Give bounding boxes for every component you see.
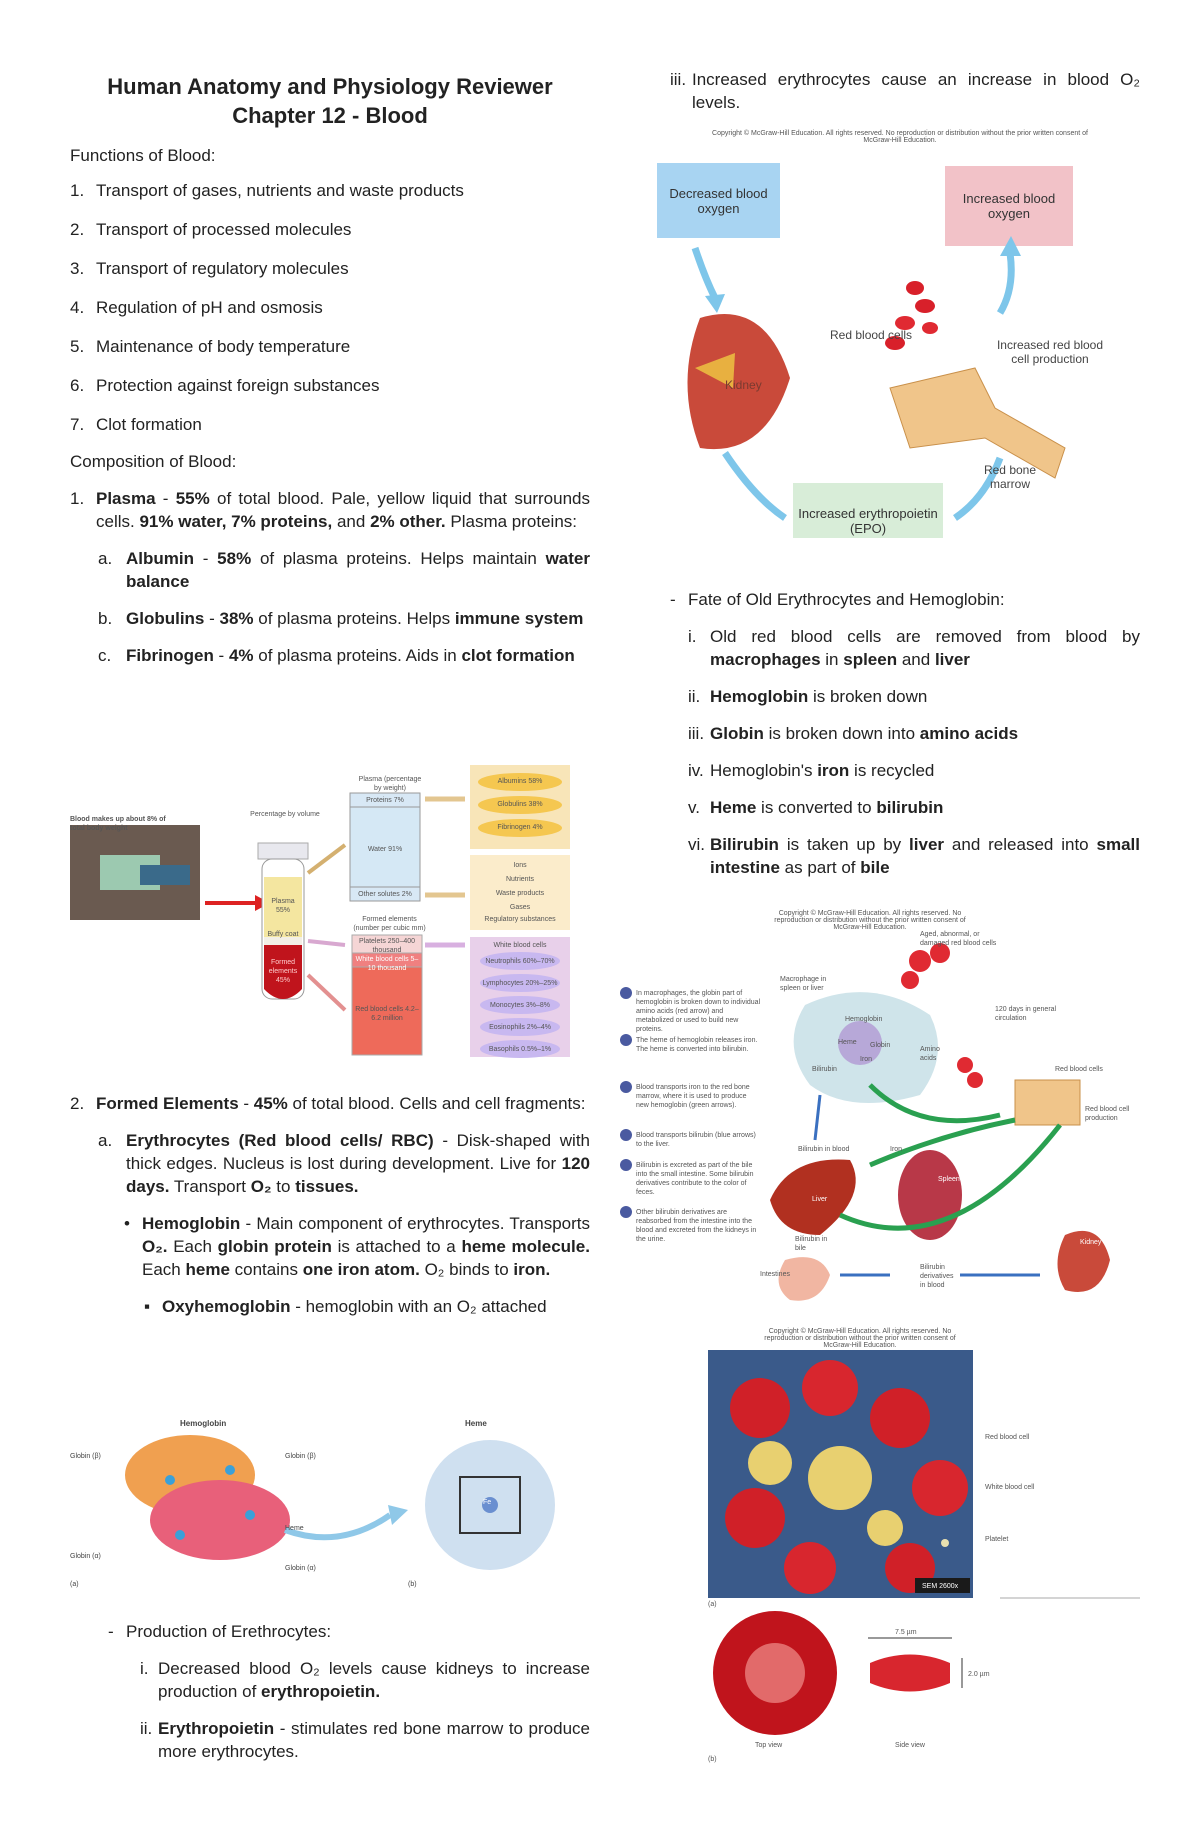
formed-elements-section (70, 1092, 590, 1318)
fate-item-v: v. Heme is converted to bilirubin (688, 798, 944, 817)
list-item: 5. Maintenance of body temperature (70, 337, 351, 356)
list-item: 7. Clot formation (70, 415, 202, 434)
rbc-side-view (870, 1655, 950, 1692)
production-item-ii: ii. Erythropoietin - stimulates red bone marrow to produce more erythrocytes. (140, 1719, 590, 1761)
page-title: Human Anatomy and Physiology Reviewer Chapter 12 - Blood (107, 74, 553, 128)
production-item-i: i. Decreased blood O₂ levels cause kidneys to increase production of erythropoietin. (140, 1659, 590, 1701)
fate-heading: - Fate of Old Erythrocytes and Hemoglobin: (670, 590, 1005, 609)
blood-cells-figure: Copyright © McGraw-Hill Education. All rights reserved. No reproduction or distribution without the prior written consent of McGraw-Hill Education. Red blood cell White blood cell Platelet SEM 2600x (a) 7.5 µm 2.0 µm Top view Side view (b) (708, 1328, 1035, 1763)
bone-marrow-small (1015, 1080, 1080, 1125)
list-item: 6. Protection against foreign substances (70, 376, 380, 395)
plasma-item: 1. Plasma - 55% of total blood. Pale, yellow liquid that surrounds cells. 91% water, 7% proteins, and 2% other. Plasma proteins: (70, 489, 590, 531)
functions-heading: Functions of Blood: (70, 146, 216, 165)
production-heading: - Production of Erethrocytes: (108, 1622, 332, 1641)
blood-composition-figure: Plasma (percentage by weight) Proteins 7% Water 91% Other solutes 2% Percentage by volume Plasma 55% Buffy coat Formed elements 45% Blood makes up about 8% of total body weight Formed elements (number per cubic mm) Platelets 250–400 thousand White blood cells 5–10 thousand Red blood cells 4.2–6.2 million Albumins 58% Globulins 38% Fibrinogen 4% Ions Nutrients Waste products Gases Regulatory substances White blood cells Neutrophils 60%–70% Lymphocytes 20%–25% Monocytes 3%–8% Eosinophils 2%–4% Basophils 0.5%–1% (70, 765, 590, 1075)
left-column (70, 0, 590, 667)
list-item: 1. Transport of gases, nutrients and waste products (70, 181, 464, 200)
fate-item-ii: ii. Hemoglobin is broken down (688, 687, 928, 706)
list-item: 3. Transport of regulatory molecules (70, 259, 349, 278)
list-item: 2. Transport of processed molecules (70, 220, 352, 239)
erythrocytes-item: a. Erythrocytes (Red blood cells/ RBC) - Disk-shaped with thick edges. Nucleus is lost during development. Live for 120 days. Transport O₂ to tissues. (98, 1131, 591, 1196)
composition-heading: Composition of Blood: (70, 452, 237, 471)
hemoglobin-item: • Hemoglobin - Main component of erythrocytes. Transports O₂. Each globin protein is attached to a heme molecule. Each heme contains one iron atom. O₂ binds to iron. (124, 1214, 590, 1279)
epo-cycle-figure: Copyright © McGraw-Hill Education. All rights reserved. No reproduction or distribution without the prior written consent of McGraw-Hill Education. Decreased blood oxygen Increased blood oxygen Increased erythropoietin (EPO) Kidney Red blood cells Increased red blood cell production Red bone marrow (655, 128, 1145, 538)
fate-item-iii: iii. Globin is broken down into amino acids (688, 724, 1019, 743)
globin-alpha-shape (150, 1480, 290, 1560)
formed-elements-item: 2. Formed Elements - 45% of total blood. Cells and cell fragments: (70, 1094, 586, 1113)
production-section (70, 1620, 590, 1763)
fate-section (670, 588, 1140, 879)
right-column (670, 68, 1140, 114)
fate-item-iv: iv. Hemoglobin's iron is recycled (688, 761, 935, 780)
functions-list (70, 179, 590, 436)
hemoglobin-figure: Hemoglobin Heme Globin (β) Globin (β) Globin (α) Globin (α) Heme Fe (a) (b) (70, 1405, 590, 1595)
fate-item-vi: vi. Bilirubin is taken up by liver and released into small intestine as part of bile (688, 835, 1140, 877)
fate-item-i: i. Old red blood cells are removed from blood by macrophages in spleen and liver (688, 627, 1140, 669)
albumin-item: a. Albumin - 58% of plasma proteins. Helps maintain water balance (98, 549, 590, 591)
globulins-item: b. Globulins - 38% of plasma proteins. Helps immune system (98, 609, 584, 628)
bone-marrow-shape (890, 368, 1065, 478)
production-item-iii: iii. Increased erythrocytes cause an increase in blood O₂ levels. (670, 70, 1140, 112)
list-item: 4. Regulation of pH and osmosis (70, 298, 323, 317)
oxyhemoglobin-item: ▪ Oxyhemoglobin - hemoglobin with an O₂ attached (144, 1297, 547, 1316)
hemoglobin-fate-figure: Copyright © McGraw-Hill Education. All rights reserved. No reproduction or distribution without the prior written consent of McGraw-Hill Education. In macrophages, the globin part of hemoglobin is broken down to individual amino acids (red arrow) and metabolized or used to build new proteins. The heme of hemoglobin releases iron. The heme is converted into bilirubin. Blood transports iron to the red bone marrow, where it is used to produce new hemoglobin (green arrows). Blood transports bilirubin (blue arrows) to the liver. Bilirubin is excreted as part of the bile into the small intestine. Some bilirubin derivatives contribute to the color of feces. Other bilirubin derivatives are reabsorbed from the intestine into the blood and excreted from the kidneys in the urine. Aged, abnormal, or damaged red blood cells Macrophage in spleen or liver Hemoglobin Heme Globin Amino acids Bilirubin Iron 120 days in general circulation Red blood cells Red blood cell production Bilirubin in blood Iron Liver Spleen Bilirubin in bile Intestines Bilirubin derivatives in blood Kidney (620, 905, 1140, 1315)
fibrinogen-item: c. Fibrinogen - 4% of plasma proteins. Aids in clot formation (98, 646, 575, 665)
